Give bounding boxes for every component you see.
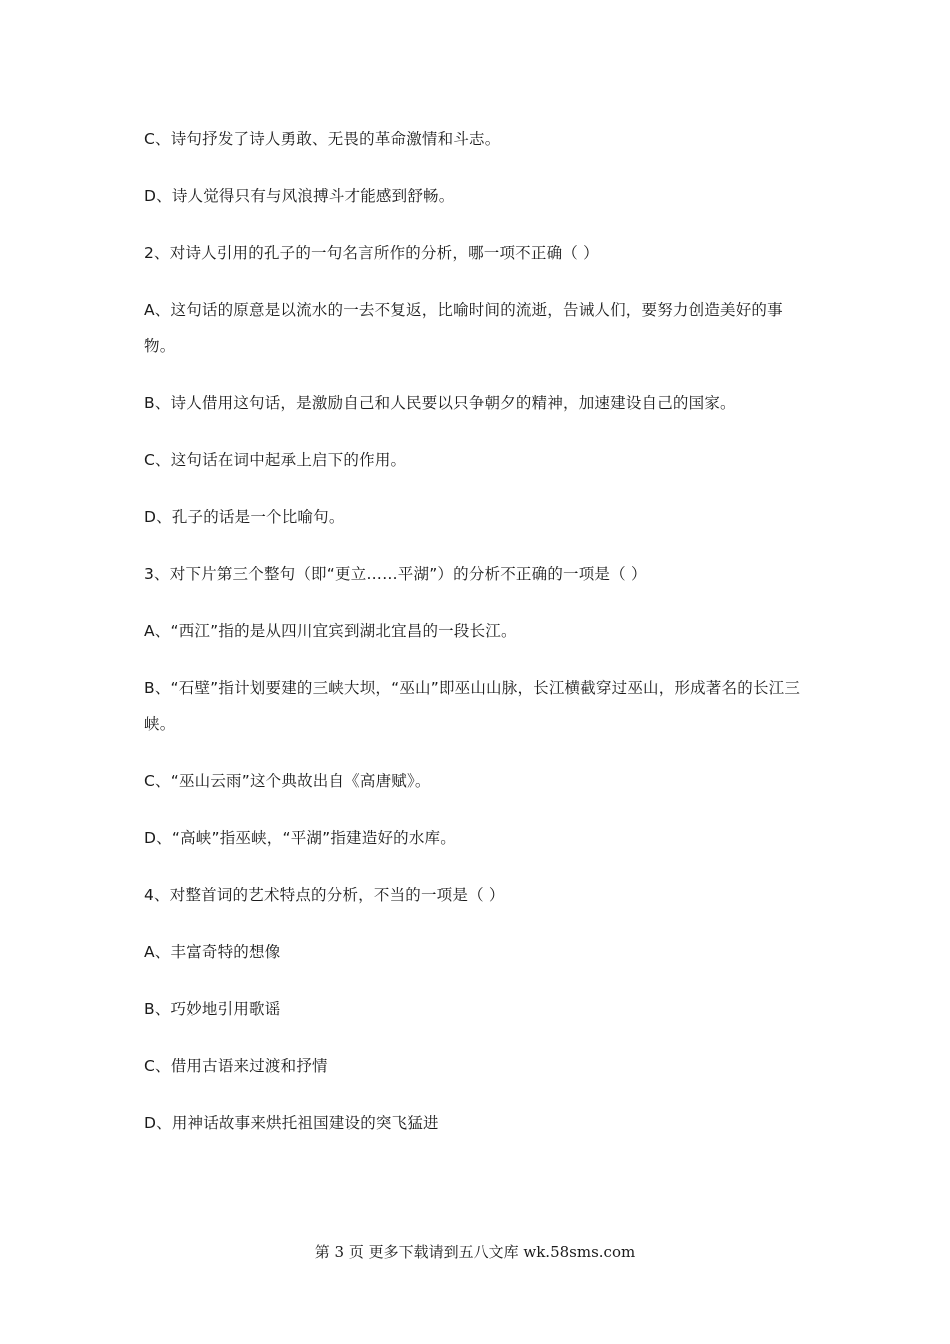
question-2: 2、对诗人引用的孔子的一句名言所作的分析，哪一项不正确（ ） — [144, 244, 599, 262]
paragraph-option-a-q2: A、这句话的原意是以流水的一去不复返，比喻时间的流逝，告诫人们，要努力创造美好的事物。 — [144, 301, 783, 355]
paragraph-option-d-q3: D、“高峡”指巫峡，“平湖”指建造好的水库。 — [144, 829, 456, 847]
paragraph-option-d-q4: D、用神话故事来烘托祖国建设的突飞猛进 — [144, 1114, 439, 1132]
paragraph-option-a-q4: A、丰富奇特的想像 — [144, 943, 281, 961]
paragraph-option-b-q2: B、诗人借用这句话，是激励自己和人民要以只争朝夕的精神，加速建设自己的国家。 — [144, 394, 736, 412]
question-4: 4、对整首词的艺术特点的分析，不当的一项是（ ） — [144, 886, 505, 904]
question-3: 3、对下片第三个整句（即“更立……平湖”）的分析不正确的一项是（ ） — [144, 565, 647, 583]
paragraph-option-b-q3: B、“石壁”指计划要建的三峡大坝，“巫山”即巫山山脉，长江横截穿过巫山，形成著名的长江三峡。 — [144, 679, 801, 733]
paragraph-option-c-q4: C、借用古语来过渡和抒情 — [144, 1057, 328, 1075]
paragraph-option-c-q1: C、诗句抒发了诗人勇敢、无畏的革命激情和斗志。 — [144, 130, 501, 148]
paragraph-option-d-q1: D、诗人觉得只有与风浪搏斗才能感到舒畅。 — [144, 187, 455, 205]
page-footer: 第 3 页 更多下载请到五八文库 wk.58sms.com — [314, 1243, 636, 1261]
paragraph-option-a-q3: A、“西江”指的是从四川宜宾到湖北宜昌的一段长江。 — [144, 622, 517, 640]
paragraph-option-d-q2: D、孔子的话是一个比喻句。 — [144, 508, 345, 526]
paragraph-option-b-q4: B、巧妙地引用歌谣 — [144, 1000, 281, 1018]
paragraph-option-c-q3: C、“巫山云雨”这个典故出自《高唐赋》。 — [144, 772, 431, 790]
paragraph-option-c-q2: C、这句话在词中起承上启下的作用。 — [144, 451, 407, 469]
document-body — [144, 121, 804, 1162]
